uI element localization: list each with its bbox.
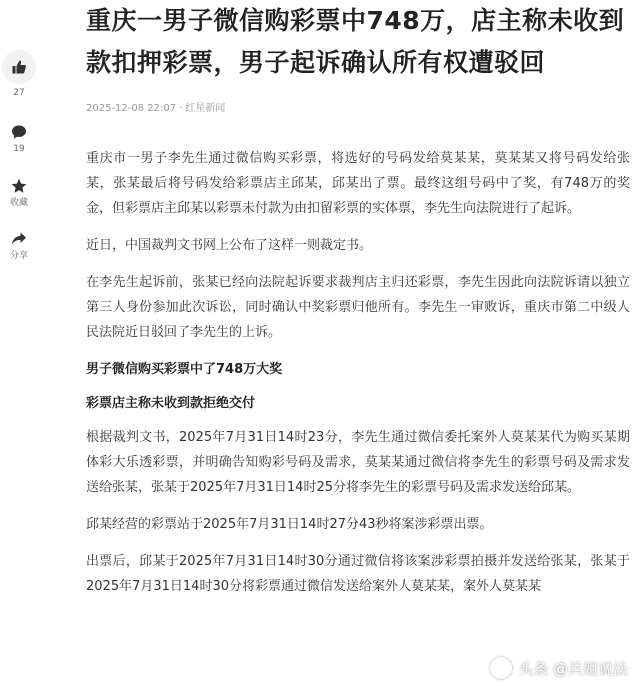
meta-separator: · (179, 103, 183, 114)
article-body (86, 146, 630, 599)
share-label: 分享 (9, 251, 28, 261)
paragraph: 邱某经营的彩票站于2025年7月31日14时27分43秒将案涉彩票出票。 (86, 517, 493, 532)
article-source[interactable]: 红星新闻 (185, 103, 226, 114)
paragraph: 出票后，邱某于2025年7月31日14时30分通过微信将该案涉彩票拍摄并发送给张某，张某于2025年7月31日14时30分将彩票通过微信发送给案外人莫某某，案外人莫某某 (86, 554, 630, 594)
star-icon (11, 178, 27, 194)
share-button[interactable] (0, 231, 38, 261)
like-button[interactable] (0, 50, 38, 98)
article-meta (86, 102, 630, 116)
watermark-logo-icon (490, 657, 512, 679)
like-count: 27 (13, 88, 25, 98)
paragraph: 根据裁判文书，2025年7月31日14时23分，李先生通过微信委托案外人莫某某代为购买某期体彩大乐透彩票，并明确告知购彩号码及需求，莫某某通过微信将李先生的彩票号码及需求发送给张某，张某于2025年7月31日14时25分将李先生的彩票号码及需求发送给邱某。 (86, 430, 630, 495)
comment-button[interactable] (0, 124, 38, 154)
thumbs-up-icon (11, 59, 27, 75)
article (86, 0, 630, 611)
comment-count: 19 (13, 144, 25, 154)
watermark-text: 头条 @兵姐说法 (518, 659, 628, 678)
favorite-button[interactable] (0, 178, 38, 208)
comment-icon (11, 124, 27, 140)
watermark (490, 657, 628, 679)
article-title: 重庆一男子微信购彩票中748万，店主称未收到款扣押彩票，男子起诉确认所有权遭驳回 (86, 6, 625, 77)
favorite-label: 收藏 (9, 198, 28, 208)
publish-date: 2025-12-08 22:07 (86, 103, 177, 114)
paragraph: 近日，中国裁判文书网上公布了这样一则裁定书。 (86, 238, 373, 253)
share-icon (11, 231, 27, 247)
paragraph: 在李先生起诉前，张某已经向法院起诉要求裁判店主归还彩票，李先生因此向法院诉请以独立第三人身份参加此次诉讼，同时确认中奖彩票归他所有。李先生一审败诉，重庆市第二中级人民法院近日驳回了李先生的上诉。 (86, 275, 630, 340)
like-icon-bubble (2, 50, 36, 84)
section-heading: 彩票店主称未收到款拒绝交付 (86, 396, 256, 411)
paragraph: 重庆市一男子李先生通过微信购买彩票，将选好的号码发给莫某某，莫某某又将号码发给张某，张某最后将号码发给彩票店主邱某，邱某出了票。最终这组号码中了奖，有748万的奖金，但彩票店主邱某以彩票未付款为由扣留彩票的实体票，李先生向法院进行了起诉。 (86, 151, 630, 216)
section-heading: 男子微信购买彩票中了748万大奖 (86, 362, 283, 377)
